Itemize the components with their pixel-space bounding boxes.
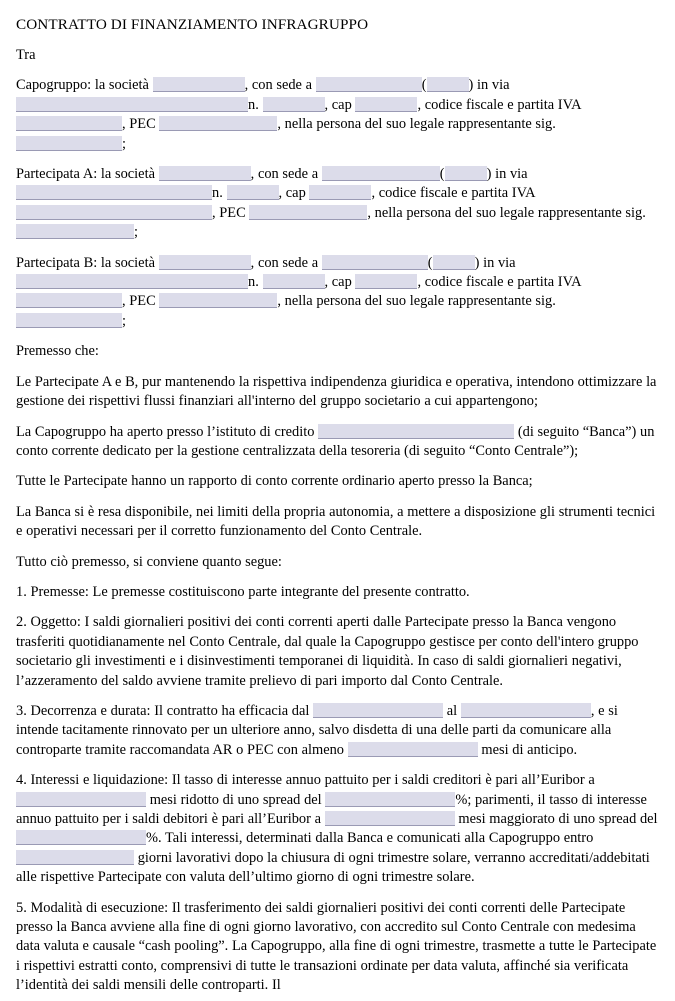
clause-3-segment-3: , e si intende tacitamente rinnovato per un ulteriore anno, salvo disdetta di una delle parti da comunicare alla controparte tramite raccomandata AR o PEC con almeno: [16, 702, 618, 758]
recital-item-1: Le Partecipate A e B, pur mantenendo la rispettiva indipendenza giuridica e operativa, intendono ottimizzare la gestione dei rispettivi flussi finanziari all'interno del gruppo societario a cui appartengono;: [16, 373, 657, 410]
capogruppo-rappresentante-field[interactable]: [16, 136, 122, 151]
partecipata-b-cf-piva-label: , codice fiscale e partita IVA: [417, 274, 581, 291]
capogruppo-sede-field[interactable]: [316, 77, 422, 92]
partecipata-b-provincia-field[interactable]: [433, 255, 475, 270]
capogruppo-in-via-label: in via: [477, 77, 510, 94]
recital-item-3: Tutte le Partecipate hanno un rapporto di conto corrente ordinario aperto presso la Banca;: [16, 473, 533, 490]
partecipata-a-rappresentante-field[interactable]: [16, 224, 134, 239]
partecipata-b-paren-open: (: [427, 254, 433, 271]
clause-3-segment-1: 3. Decorrenza e durata: Il contratto ha efficacia dal: [16, 702, 310, 719]
partecipata-a-cap-label: , cap: [278, 185, 306, 202]
clause-4-segment-6: giorni lavorativi dopo la chiusura di ogni trimestre solare, verranno accreditati/addebitati alle rispettive Partecipate con valuta dell’ultimo giorno di ogni trimestre solare.: [16, 849, 650, 886]
capogruppo-cf-piva-label: , codice fiscale e partita IVA: [417, 96, 581, 113]
clause-4-segment-3: %; parimenti, il tasso di interesse annuo pattuito per i saldi debitori è pari all’Euribor a: [16, 791, 647, 827]
partecipata-a-sede-field[interactable]: [322, 166, 440, 181]
clause-2-oggetto: 2. Oggetto: I saldi giornalieri positivi dei conti correnti aperti dalle Partecipate presso la Banca vengono trasferiti quotidianamente nel Conto Centrale, dal quale la Capogruppo gestisce per conto dell'intero gruppo societario gli investimenti e i disinvestimenti temporanei di liquidità. In caso di saldi giornalieri negativi, l’azzeramento del saldo avviene tramite prelievo di pari importo dal Conto Centrale.: [16, 614, 639, 689]
partecipata-a-n-label: n.: [212, 185, 223, 202]
partecipata-b-cap-field[interactable]: [355, 274, 417, 289]
partecipata-a-terminator: ;: [134, 224, 138, 241]
party-block-partecipata-b: [16, 254, 661, 332]
clause-4-segment-5: %. Tali interessi, determinati dalla Banca e comunicati alla Capogruppo entro: [146, 830, 594, 847]
capogruppo-provincia-field[interactable]: [427, 77, 469, 92]
recital-item-4: La Banca si è resa disponibile, nei limiti della propria autonomia, a mettere a disposizione gli strumenti tecnici e operativi necessari per il corretto funzionamento del Conto Centrale.: [16, 503, 656, 540]
partecipata-a-cap-field[interactable]: [309, 185, 371, 200]
clause-5-modalita-di-esecuzione: 5. Modalità di esecuzione: Il trasferimento dei saldi giornalieri positivi dei conti correnti delle Partecipate presso la Banca avviene alla fine di ogni giorno lavorativo, con accredito sul Conto Centrale con medesima data valuta e causale “cash pooling”. La Capogruppo, alla fine di ogni trimestre, trasmette a tutte le Partecipate i rispettivi estratti conto, comprensivi di tutte le transazioni ordinate per data valuta, affinché sia verificata l’identità dei saldi mensili delle controparti. Il: [16, 899, 657, 994]
partecipata-a-lead-in-label: Partecipata A: la società: [16, 166, 155, 183]
clause-4-segment-2: mesi ridotto di uno spread del: [149, 791, 322, 808]
partecipata-a-provincia-field[interactable]: [445, 166, 487, 181]
recital-2-text-before: La Capogruppo ha aperto presso l’istituto di credito: [16, 423, 315, 440]
partecipata-b-in-via-label: in via: [483, 254, 516, 271]
partecipata-b-societa-field[interactable]: [159, 255, 251, 270]
capogruppo-cf-piva-field[interactable]: [16, 116, 122, 131]
clause-4-segment-4: mesi maggiorato di uno spread del: [458, 811, 658, 827]
capogruppo-paren-open: (: [421, 77, 427, 94]
clause-3-decorrenza-e-durata: [16, 702, 661, 760]
party-block-capogruppo: [16, 76, 661, 154]
clause-1-premesse: 1. Premesse: Le premesse costituiscono parte integrante del presente contratto.: [16, 583, 470, 600]
giorni-lavorativi-comunicazione-field[interactable]: [16, 850, 134, 865]
partecipata-a-cf-piva-label: , codice fiscale e partita IVA: [371, 185, 535, 202]
partecipata-b-civico-field[interactable]: [263, 274, 325, 289]
partecipata-a-con-sede-label: , con sede a: [250, 166, 319, 183]
recitals-heading: Premesso che:: [16, 343, 99, 360]
capogruppo-lead-in-label: Capogruppo: la società: [16, 77, 149, 94]
partecipata-b-terminator: ;: [122, 312, 126, 329]
capogruppo-civico-field[interactable]: [263, 97, 325, 112]
partecipata-a-pec-field[interactable]: [249, 205, 367, 220]
euribor-mesi-debitori-field[interactable]: [325, 811, 455, 826]
partecipata-a-pec-label: , PEC: [212, 204, 246, 221]
partecipata-a-rappresentante-label-2: rappresentante sig.: [537, 204, 646, 221]
partecipata-a-via-field[interactable]: [16, 185, 212, 200]
partecipata-a-rappresentante-label-1: , nella persona del suo legale: [367, 204, 535, 221]
mesi-preavviso-disdetta-field[interactable]: [348, 742, 478, 757]
clause-4-interessi-e-liquidazione: [16, 771, 661, 887]
capogruppo-paren-close: ): [468, 77, 474, 94]
capogruppo-pec-field[interactable]: [159, 116, 277, 131]
capogruppo-pec-label: , PEC: [122, 116, 156, 133]
partecipata-a-paren-close: ): [486, 166, 492, 183]
partecipata-a-civico-field[interactable]: [227, 185, 279, 200]
partecipata-a-paren-open: (: [439, 166, 445, 183]
partecipata-b-rappresentante-field[interactable]: [16, 313, 122, 328]
partecipata-b-paren-close: ): [474, 254, 480, 271]
spread-debitori-field[interactable]: [16, 830, 146, 845]
recitals-closing: Tutto ciò premesso, si conviene quanto segue:: [16, 553, 282, 570]
partecipata-b-cf-piva-field[interactable]: [16, 293, 122, 308]
recital-item-2: [16, 423, 661, 462]
capogruppo-terminator: ;: [122, 135, 126, 152]
capogruppo-societa-field[interactable]: [153, 77, 245, 92]
istituto-di-credito-field[interactable]: [318, 424, 514, 439]
data-efficacia-al-field[interactable]: [461, 703, 591, 718]
capogruppo-via-field[interactable]: [16, 97, 248, 112]
data-efficacia-dal-field[interactable]: [313, 703, 443, 718]
recital-2-text-after: (di seguito “Banca”) un conto corrente dedicato per la gestione centralizzata della tesoreria (di seguito “Conto Centrale”);: [16, 423, 655, 459]
party-block-partecipata-a: [16, 165, 661, 243]
intro-label: Tra: [16, 47, 36, 63]
clause-3-segment-4: mesi di anticipo.: [481, 741, 578, 758]
partecipata-b-con-sede-label: , con sede a: [250, 254, 319, 271]
partecipata-b-via-field[interactable]: [16, 274, 248, 289]
capogruppo-cap-field[interactable]: [355, 97, 417, 112]
partecipata-b-n-label: n.: [248, 274, 259, 291]
capogruppo-rappresentante-label: , nella persona del suo legale rappresentante sig.: [277, 116, 556, 133]
partecipata-b-pec-field[interactable]: [159, 293, 277, 308]
partecipata-b-rappresentante-label: , nella persona del suo legale rappresentante sig.: [277, 293, 556, 310]
clause-3-segment-2: al: [446, 702, 458, 719]
partecipata-a-societa-field[interactable]: [159, 166, 251, 181]
euribor-mesi-creditori-field[interactable]: [16, 792, 146, 807]
page-title: CONTRATTO DI FINANZIAMENTO INFRAGRUPPO: [16, 16, 369, 33]
partecipata-a-cf-piva-field[interactable]: [16, 205, 212, 220]
partecipata-b-lead-in-label: Partecipata B: la società: [16, 254, 155, 271]
partecipata-b-sede-field[interactable]: [322, 255, 428, 270]
capogruppo-con-sede-label: , con sede a: [244, 77, 313, 94]
partecipata-b-pec-label: , PEC: [122, 293, 156, 310]
spread-creditori-field[interactable]: [325, 792, 455, 807]
partecipata-b-cap-label: , cap: [324, 274, 352, 291]
clause-4-segment-1: 4. Interessi e liquidazione: Il tasso di interesse annuo pattuito per i saldi creditori è pari all’Euribor a: [16, 772, 595, 789]
capogruppo-n-label: n.: [248, 96, 259, 113]
partecipata-a-in-via-label: in via: [495, 166, 528, 183]
capogruppo-cap-label: , cap: [324, 96, 352, 113]
